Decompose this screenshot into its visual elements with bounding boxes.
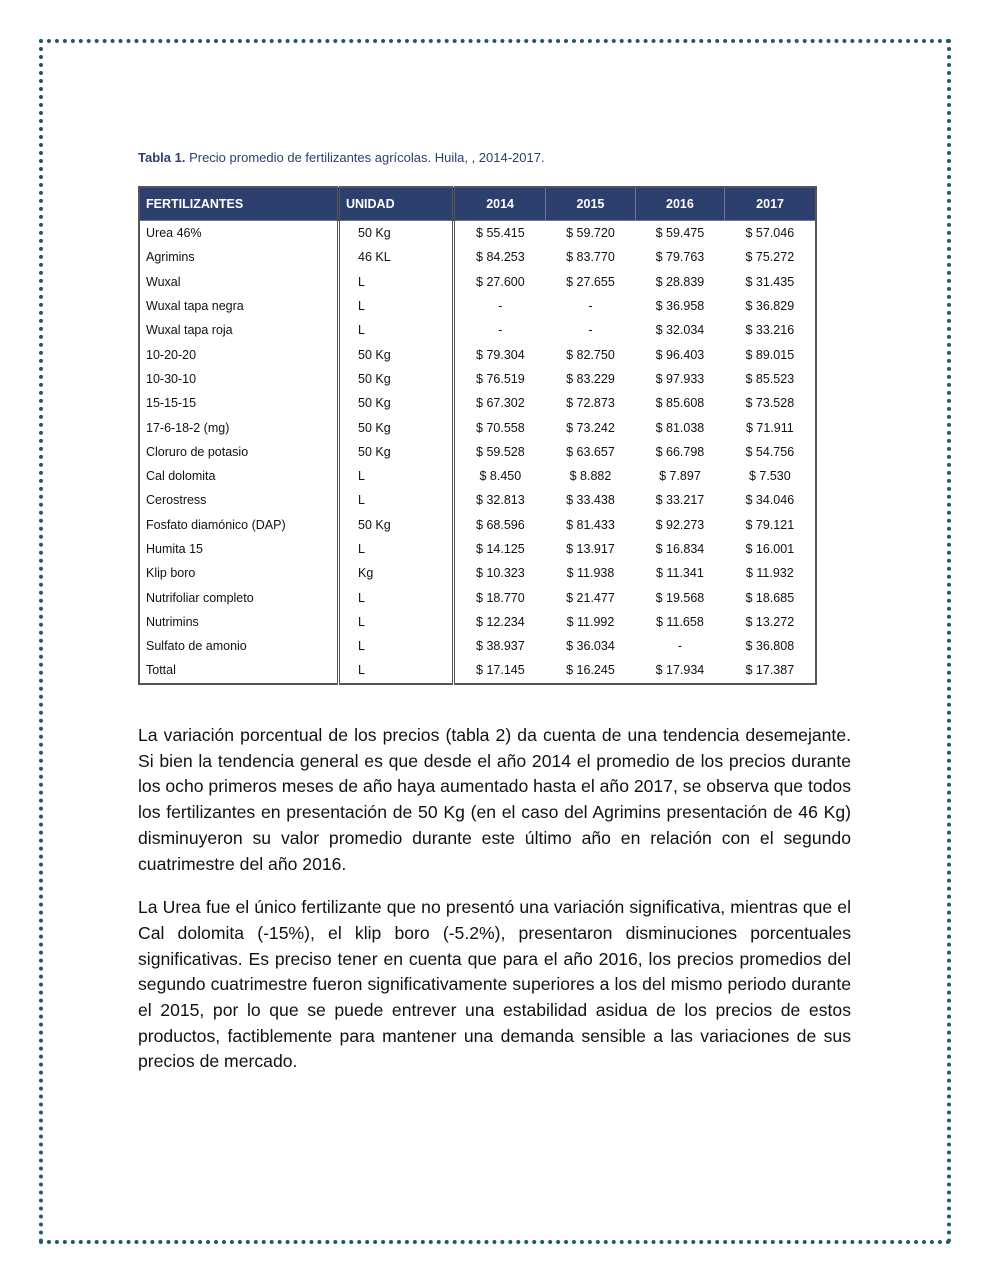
price-cell: $ 68.596 [476,517,525,532]
table-row [139,537,816,561]
price-cell: $ 84.253 [476,250,525,265]
caption-text: Precio promedio de fertilizantes agrícolas. Huila, , 2014-2017. [185,150,545,165]
price-cell: $ 32.034 [655,323,705,338]
price-cell: $ 11.658 [656,614,704,629]
table-row [139,270,816,294]
table-row [139,391,816,415]
price-cell: $ 75.272 [745,250,795,265]
fertilizer-price-table [138,186,817,685]
price-cell: $ 18.685 [745,590,795,605]
unit-cell: L [339,634,454,658]
table-row [139,318,816,342]
price-cell: $ 79.763 [655,250,705,265]
price-cell: $ 36.808 [745,639,795,654]
fertilizer-name: 15-15-15 [139,391,339,415]
paragraph-2: La Urea fue el único fertilizante que no presentó una variación significativa, mientras que el Cal dolomita (-15%), el klip boro (-5.2%), presentaron disminuciones porcentuales significativas. Es preciso tener en cuenta que para el año 2016, los precios promedios del segundo cuatrimestre fueron significativamente superiores a los del mismo periodo durante el 2015, por lo que se puede entrever una estabilidad asidua de los precios de estos productos, factiblemente para mantener una demanda sensible a las variaciones de sus precios de mercado. [138,897,851,1072]
unit-cell: 50 Kg [339,221,454,246]
column-header: 2014 [454,187,546,221]
price-cell: $ 72.873 [566,396,615,411]
table-row [139,415,816,439]
price-cell: $ 79.304 [476,347,525,362]
price-cell: $ 73.242 [566,420,615,435]
price-cell: $ 12.234 [476,614,525,629]
price-cell: $ 55.415 [476,226,525,241]
price-cell: $ 27.655 [566,274,615,289]
price-cell: $ 17.387 [745,663,795,678]
price-cell: $ 11.932 [745,566,794,581]
fertilizer-name: Tottal [139,658,339,683]
price-cell: $ 14.125 [476,542,525,556]
price-cell: $ 16.245 [566,663,615,678]
price-cell: $ 66.798 [655,444,705,459]
price-cell: $ 81.433 [566,517,615,532]
price-cell: $ 34.046 [745,493,795,508]
paragraph-1: La variación porcentual de los precios (tabla 2) da cuenta de una tendencia desemejante. Si bien la tendencia general es que desde el año 2014 el promedio de los precios durante los ocho primeros meses de año haya aumentado hasta el año 2017, se observa que todos los fertilizantes en presentación de 50 Kg (en el caso del Agrimins presentación de 46 Kg) disminuyeron su valor promedio durante este último año en relación con el segundo cuatrimestre del año 2016. [138,725,852,874]
price-cell: $ 17.934 [655,663,705,678]
price-cell: $ 82.750 [566,347,615,362]
price-cell: $ 18.770 [476,590,525,605]
price-cell: $ 59.475 [655,226,705,241]
table-row [139,294,816,318]
fertilizer-name: Agrimins [139,245,339,269]
unit-cell: L [339,464,454,488]
price-cell: $ 59.528 [476,444,525,459]
price-cell: $ 67.302 [476,396,525,411]
price-cell: - [588,299,593,314]
price-cell: $ 81.038 [655,420,705,435]
body-text [138,723,851,1093]
price-cell: $ 11.992 [566,614,615,629]
price-cell: $ 7.530 [748,469,791,484]
price-cell: $ 92.273 [655,517,705,532]
price-cell: $ 85.608 [655,396,705,411]
fertilizer-name: Wuxal tapa negra [139,294,339,318]
table-row [139,561,816,585]
price-cell: $ 17.145 [476,663,525,678]
fertilizer-name: Cloruro de potasio [139,440,339,464]
price-cell: - [677,639,682,654]
price-cell: $ 8.450 [479,469,522,484]
price-cell: $ 83.770 [566,250,615,265]
table-row [139,440,816,464]
price-cell: $ 19.568 [655,590,705,605]
price-cell: $ 85.523 [745,371,795,386]
fertilizer-name: Wuxal [139,270,339,294]
unit-cell: L [339,488,454,512]
price-cell: $ 31.435 [745,274,795,289]
unit-cell: 50 Kg [339,391,454,415]
table-row [139,658,816,683]
unit-cell: L [339,658,454,683]
unit-cell: 50 Kg [339,367,454,391]
price-cell: $ 27.600 [476,274,525,289]
price-cell: $ 57.046 [745,226,795,241]
table-row [139,367,816,391]
fertilizer-name: Nutrifoliar completo [139,585,339,609]
price-cell: $ 33.216 [745,323,795,338]
fertilizer-name: 10-20-20 [139,342,339,366]
price-cell: $ 54.756 [745,444,795,459]
price-cell: - [498,323,503,338]
price-cell: $ 32.813 [476,493,525,508]
table-row [139,585,816,609]
table-row [139,513,816,537]
table-row [139,342,816,366]
unit-cell: 46 KL [339,245,454,269]
price-cell: $ 13.272 [745,614,795,629]
unit-cell: 50 Kg [339,513,454,537]
column-header: UNIDAD [339,187,454,221]
unit-cell: 50 Kg [339,440,454,464]
price-cell: $ 38.937 [476,639,525,654]
table-header-row [139,187,816,221]
price-cell: $ 36.829 [745,299,795,314]
table-row [139,245,816,269]
column-header: FERTILIZANTES [139,187,339,221]
price-cell: $ 28.839 [655,274,705,289]
fertilizer-name: Wuxal tapa roja [139,318,339,342]
unit-cell: Kg [339,561,454,585]
caption-label: Tabla 1. [138,150,186,165]
price-cell: $ 33.217 [655,493,705,508]
price-cell: $ 79.121 [745,517,795,532]
fertilizer-name: Urea 46% [139,221,339,246]
fertilizer-name: Nutrimins [139,610,339,634]
unit-cell: L [339,585,454,609]
unit-cell: L [339,270,454,294]
table-row [139,488,816,512]
price-cell: $ 16.834 [655,542,705,556]
unit-cell: 50 Kg [339,342,454,366]
unit-cell: 50 Kg [339,415,454,439]
table-row [139,221,816,246]
column-header: 2015 [546,187,635,221]
fertilizer-name: Klip boro [139,561,339,585]
price-cell: $ 63.657 [566,444,615,459]
price-cell: $ 36.958 [655,299,705,314]
price-cell: $ 21.477 [566,590,615,605]
price-cell: - [498,299,503,314]
price-cell: $ 89.015 [745,347,795,362]
table-row [139,634,816,658]
column-header: 2017 [725,187,816,221]
fertilizer-name: Fosfato diamónico (DAP) [139,513,339,537]
price-cell: $ 36.034 [566,639,615,654]
table-row [139,464,816,488]
price-cell: $ 83.229 [566,371,615,386]
fertilizer-name: 17-6-18-2 (mg) [139,415,339,439]
column-header: 2016 [635,187,724,221]
fertilizer-name: Cerostress [139,488,339,512]
fertilizer-name: 10-30-10 [139,367,339,391]
price-cell: $ 73.528 [745,396,795,411]
unit-cell: L [339,610,454,634]
price-cell: $ 11.938 [566,566,615,581]
table-caption [138,150,545,165]
table-row [139,610,816,634]
fertilizer-name: Humita 15 [139,537,339,561]
price-cell: $ 8.882 [569,469,612,484]
price-cell: $ 59.720 [566,226,615,241]
unit-cell: L [339,537,454,561]
fertilizer-name: Cal dolomita [139,464,339,488]
unit-cell: L [339,294,454,318]
price-cell: $ 97.933 [655,371,705,386]
price-cell: $ 33.438 [566,493,615,508]
price-cell: $ 16.001 [745,542,795,556]
fertilizer-name: Sulfato de amonio [139,634,339,658]
price-cell: $ 71.911 [745,420,794,435]
price-cell: - [588,323,593,338]
price-cell: $ 70.558 [476,420,525,435]
price-cell: $ 11.341 [656,566,704,581]
price-cell: $ 10.323 [476,566,525,581]
price-cell: $ 7.897 [659,469,701,484]
unit-cell: L [339,318,454,342]
price-cell: $ 76.519 [476,371,525,386]
price-cell: $ 96.403 [655,347,705,362]
price-cell: $ 13.917 [566,542,615,556]
